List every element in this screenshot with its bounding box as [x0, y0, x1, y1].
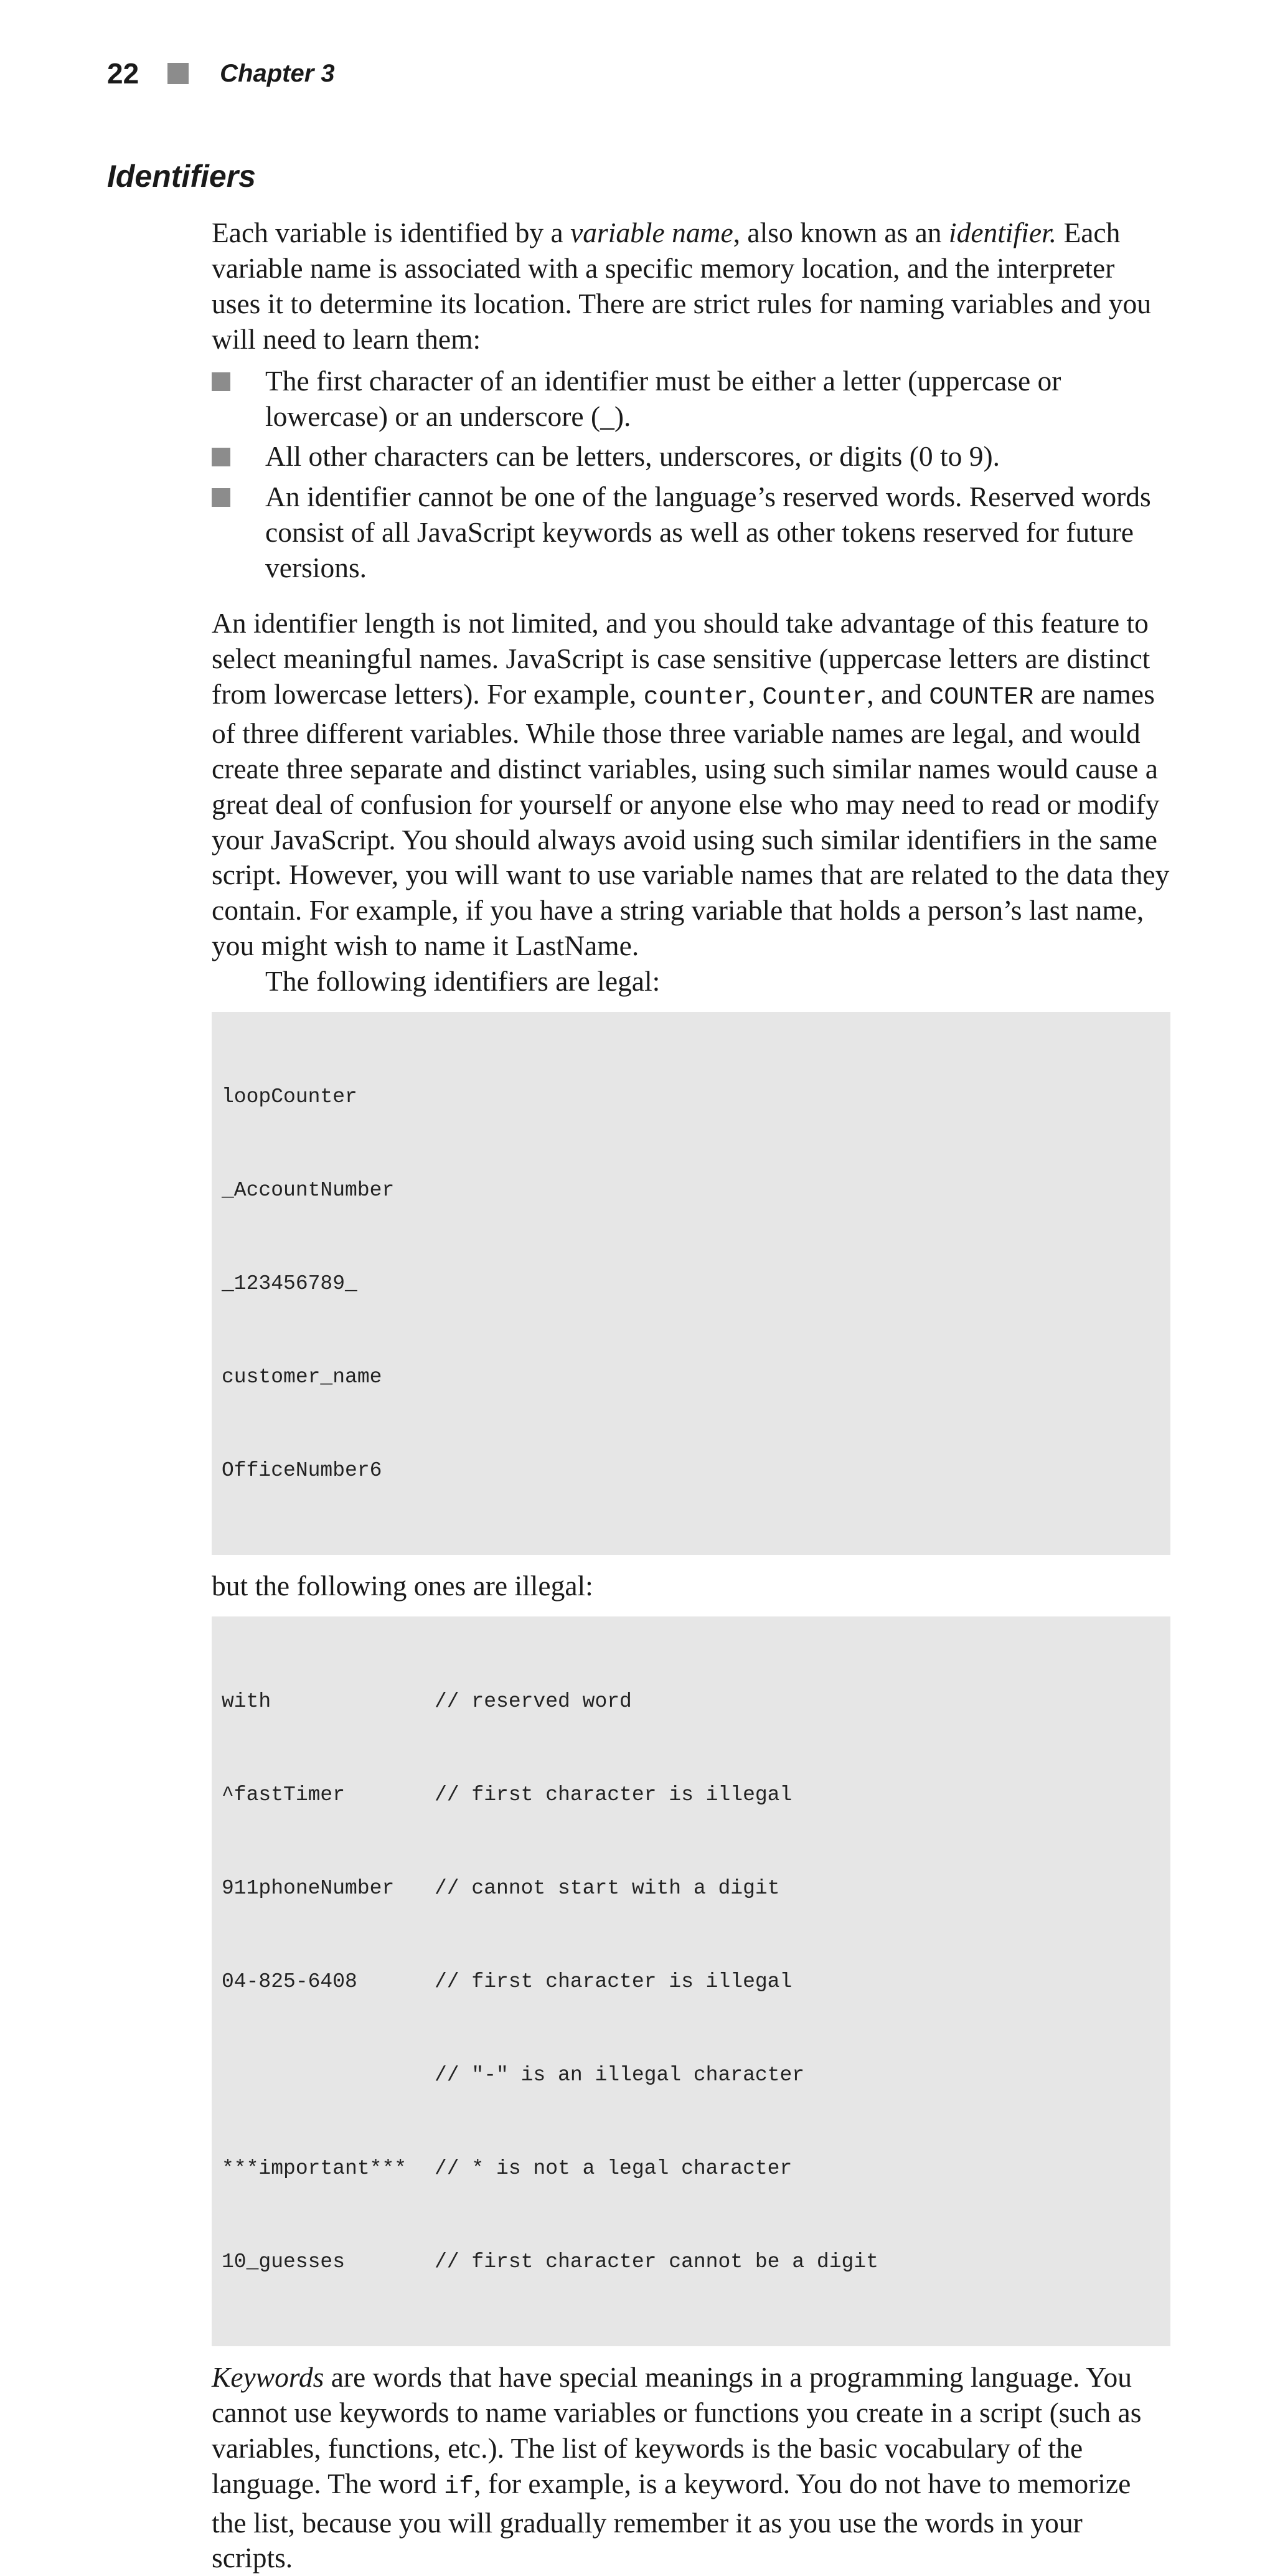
intro-text-1: Each variable is identified by a [212, 217, 571, 248]
code-line [222, 1873, 1160, 1904]
keywords-text-2: , for example, is a keyword. You do not have to memorize the list, because you will gradually remember it as you use the words in your scripts. [212, 2467, 1131, 2574]
keywords-paragraph [212, 2360, 1170, 2576]
rule-text: The first character of an identifier must be either a letter (uppercase or lowercase) or an underscore (_). [265, 364, 1061, 432]
code-identifier: ***important*** [222, 2156, 407, 2180]
list-item [212, 364, 1170, 435]
code-comment: // first character cannot be a digit [435, 2250, 878, 2273]
length-text-3: , and [867, 677, 929, 710]
code-identifier: with [222, 1689, 271, 1713]
length-text-2: , [748, 677, 763, 710]
intro-text-2: , also known as an [733, 217, 949, 248]
rule-text: An identifier cannot be one of the language’s reserved words. Reserved words consist of all JavaScript keywords as well as other tokens reserved for future versions. [265, 481, 1151, 584]
intro-em-identifier: identifier. [948, 217, 1057, 248]
code-Counter: Counter [762, 683, 867, 712]
code-line [222, 2247, 1160, 2278]
running-head [107, 55, 335, 92]
naming-rules-list [212, 364, 1170, 586]
code-line: _123456789_ [222, 1272, 357, 1296]
code-line [222, 1686, 1160, 1717]
list-item [212, 479, 1170, 586]
illegal-identifiers-code [212, 1616, 1170, 2346]
code-identifier: 911phoneNumber [222, 1876, 395, 1900]
bullet-square-icon [212, 488, 230, 507]
code-comment: // first character is illegal [435, 1970, 793, 1993]
code-comment: // cannot start with a digit [435, 1876, 780, 1900]
page-number: 22 [107, 57, 139, 90]
rule-text: All other characters can be letters, underscores, or digits (0 to 9). [265, 440, 1000, 473]
code-line [222, 1780, 1160, 1811]
code-line: _AccountNumber [222, 1179, 395, 1202]
header-square-icon [167, 63, 189, 84]
code-line: loopCounter [222, 1085, 357, 1109]
legal-identifiers-code [212, 1012, 1170, 1555]
intro-em-variable-name: variable name [570, 217, 733, 248]
intro-text-3: Each variable name is associated with a specific memory location, and the interpreter uses it to determine its location. There are strict rules for naming variables and you will need to learn them: [212, 217, 1152, 355]
bullet-square-icon [212, 448, 230, 466]
legal-intro: The following identifiers are legal: [265, 965, 661, 998]
code-line [222, 1966, 1160, 1998]
section-title: Identifiers [107, 159, 256, 194]
code-counter: counter [643, 683, 748, 712]
length-text-1: An identifier length is not limited, and you should take advantage of this feature to select meaningful names. JavaScript is case sensitive (uppercase letters are distinct from lowercase letters). For example, [212, 607, 1150, 710]
code-comment: // "-" is an illegal character [435, 2063, 805, 2087]
code-line [222, 2153, 1160, 2184]
code-line [222, 2060, 1160, 2091]
code-comment: // * is not a legal character [435, 2156, 793, 2180]
code-COUNTER: COUNTER [929, 683, 1034, 712]
length-text-4: are names of three different variables. While those three variable names are legal, and would create three separate and distinct variables, using such similar names would cause a great deal of confusion for yourself or anyone else who may need to read or modify your JavaScript. You should always avoid using such similar identifiers in the same script. However, you will want to use variable names that are related to the data they contain. For example, if you have a string variable that holds a person’s last name, you might wish to name it LastName. [212, 677, 1170, 962]
list-item [212, 439, 1170, 474]
code-if: if [444, 2473, 474, 2501]
keywords-em: Keywords [212, 2361, 324, 2393]
code-identifier: 04-825-6408 [222, 1970, 357, 1993]
section-body [212, 215, 1170, 2576]
code-line: customer_name [222, 1366, 382, 1389]
code-identifier: 10_guesses [222, 2250, 346, 2273]
code-line: OfficeNumber6 [222, 1459, 382, 1483]
code-identifier: ^fastTimer [222, 1783, 346, 1806]
keywords-text-1: are words that have special meanings in a programming language. You cannot use keywords to name variables or functions you create in a script (such as variables, functions, etc.). The list of keywords is the basic vocabulary of the language. The word [212, 2361, 1142, 2499]
code-comment: // first character is illegal [435, 1783, 793, 1806]
bullet-square-icon [212, 372, 230, 391]
code-comment: // reserved word [435, 1689, 632, 1713]
illegal-intro: but the following ones are illegal: [212, 1570, 593, 1602]
chapter-label: Chapter 3 [220, 59, 335, 87]
length-paragraph [212, 606, 1170, 964]
intro-paragraph [212, 215, 1170, 357]
